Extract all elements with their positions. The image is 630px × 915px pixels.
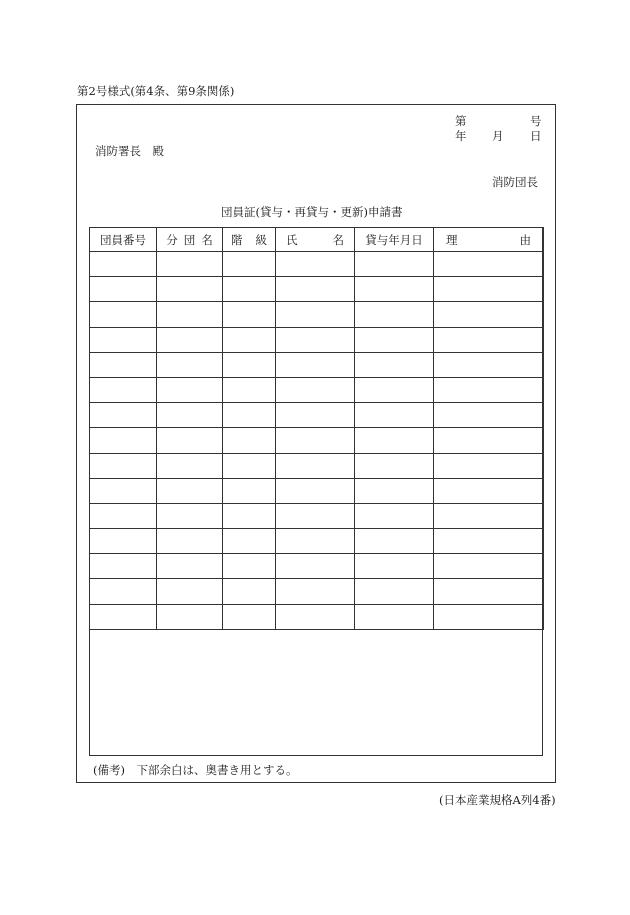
table-cell [434, 554, 544, 579]
table-cell [223, 529, 276, 554]
table-cell [223, 554, 276, 579]
table-row [90, 403, 544, 428]
table-cell [276, 252, 355, 277]
table-cell [157, 277, 223, 302]
table-row [90, 252, 544, 277]
col-loan-date: 貸与年月日 [355, 228, 434, 252]
table-cell [434, 377, 544, 402]
applicant-title: 消防団長 [492, 175, 538, 189]
table-cell [276, 377, 355, 402]
table-cell [157, 352, 223, 377]
table-row [90, 428, 544, 453]
table-cell [355, 529, 434, 554]
table-cell [355, 579, 434, 604]
table-cell [157, 554, 223, 579]
table-cell [276, 579, 355, 604]
table-cell [90, 252, 157, 277]
table-cell [90, 604, 157, 629]
application-table [89, 227, 544, 630]
date-label-month: 月 [492, 129, 504, 143]
table-cell [355, 352, 434, 377]
table-cell [223, 252, 276, 277]
table-cell [90, 453, 157, 478]
table-row [90, 503, 544, 528]
form-title: 団員証(貸与・再貸与・更新)申請書 [221, 205, 403, 219]
table-cell [90, 554, 157, 579]
number-label-dai: 第 [455, 114, 467, 128]
table-row [90, 277, 544, 302]
table-cell [157, 377, 223, 402]
table-cell [276, 302, 355, 327]
table-cell [355, 604, 434, 629]
table-cell [355, 554, 434, 579]
table-cell [223, 428, 276, 453]
table-row [90, 352, 544, 377]
table-row [90, 377, 544, 402]
col-reason: 理 由 [434, 228, 544, 252]
col-division-name: 分 団 名 [157, 228, 223, 252]
table-cell [355, 453, 434, 478]
table-cell [355, 428, 434, 453]
table-cell [434, 302, 544, 327]
table-cell [90, 428, 157, 453]
addressee: 消防署長 殿 [95, 144, 164, 158]
table-cell [157, 478, 223, 503]
table-cell [276, 554, 355, 579]
table-cell [223, 377, 276, 402]
table-cell [434, 277, 544, 302]
table-cell [276, 453, 355, 478]
table-cell [90, 302, 157, 327]
number-label-go: 号 [530, 114, 542, 128]
table-cell [223, 579, 276, 604]
table-cell [90, 277, 157, 302]
col-member-number: 団員番号 [90, 228, 157, 252]
table-header-row [90, 228, 544, 252]
table-row [90, 554, 544, 579]
table-cell [90, 377, 157, 402]
table-cell [355, 478, 434, 503]
table-cell [157, 428, 223, 453]
table-cell [223, 277, 276, 302]
table-cell [355, 252, 434, 277]
form-reference: 第2号様式(第4条、第9条関係) [77, 84, 235, 98]
table-cell [157, 302, 223, 327]
table-cell [90, 352, 157, 377]
table-cell [90, 403, 157, 428]
paper-size-note: (日本産業規格A列4番) [439, 793, 556, 807]
table-row [90, 604, 544, 629]
table-cell [434, 428, 544, 453]
table-cell [276, 503, 355, 528]
table-row [90, 302, 544, 327]
table-cell [90, 529, 157, 554]
table-cell [355, 503, 434, 528]
table-cell [223, 453, 276, 478]
table-cell [276, 478, 355, 503]
table-cell [434, 529, 544, 554]
table-cell [355, 277, 434, 302]
table-cell [90, 579, 157, 604]
table-cell [157, 403, 223, 428]
table-cell [223, 302, 276, 327]
table-cell [223, 503, 276, 528]
table-cell [157, 327, 223, 352]
table-cell [434, 327, 544, 352]
table-cell [276, 403, 355, 428]
table-cell [434, 453, 544, 478]
table-cell [355, 302, 434, 327]
col-name: 氏 名 [276, 228, 355, 252]
table-cell [434, 503, 544, 528]
table-cell [434, 403, 544, 428]
remarks-note: (備考) 下部余白は、奥書き用とする。 [93, 763, 298, 777]
table-cell [157, 579, 223, 604]
table-row [90, 579, 544, 604]
table-cell [276, 327, 355, 352]
table-cell [157, 503, 223, 528]
table-cell [223, 604, 276, 629]
table-cell [157, 604, 223, 629]
col-rank: 階 級 [223, 228, 276, 252]
table-cell [355, 377, 434, 402]
table-cell [355, 403, 434, 428]
table-row [90, 529, 544, 554]
table-cell [434, 352, 544, 377]
table-row [90, 327, 544, 352]
table-cell [355, 327, 434, 352]
table-row [90, 478, 544, 503]
table-cell [223, 327, 276, 352]
table-cell [276, 277, 355, 302]
table-cell [434, 252, 544, 277]
table-cell [434, 579, 544, 604]
table-cell [157, 453, 223, 478]
date-label-year: 年 [455, 129, 467, 143]
table-cell [90, 478, 157, 503]
table-cell [90, 503, 157, 528]
table-cell [276, 529, 355, 554]
table-row [90, 453, 544, 478]
date-label-day: 日 [530, 129, 542, 143]
table-cell [223, 352, 276, 377]
table-cell [223, 403, 276, 428]
table-cell [90, 327, 157, 352]
table-cell [157, 529, 223, 554]
table-cell [276, 352, 355, 377]
table-cell [223, 478, 276, 503]
table-cell [276, 604, 355, 629]
table-cell [434, 604, 544, 629]
table-cell [157, 252, 223, 277]
table-cell [276, 428, 355, 453]
table-cell [434, 478, 544, 503]
